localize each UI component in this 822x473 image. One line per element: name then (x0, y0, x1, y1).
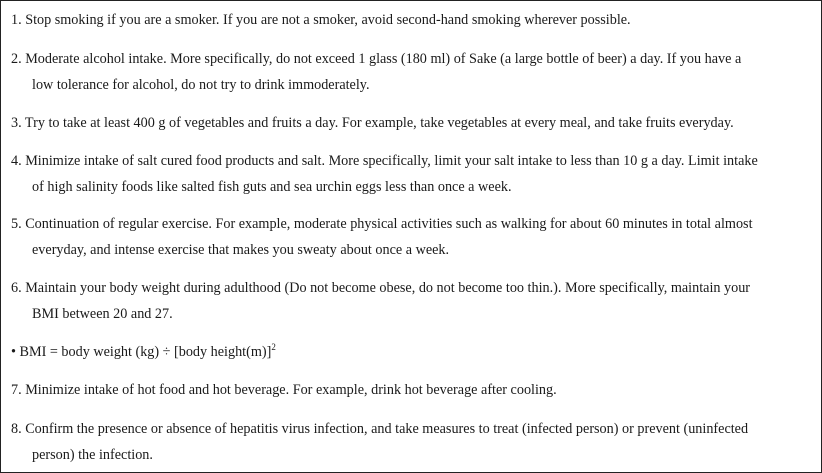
item-2-line-2: low tolerance for alcohol, do not try to drink immoderately. (32, 76, 370, 93)
item-6-line-2: BMI between 20 and 27. (32, 305, 173, 322)
item-8-line-2: person) the infection. (32, 446, 153, 463)
item-3-line-1: 3. Try to take at least 400 g of vegetables and fruits a day. For example, take vegetables at every meal, and take fruits everyday. (11, 115, 734, 131)
list-item-2 (11, 47, 811, 98)
item-5-line-1: 5. Continuation of regular exercise. For example, moderate physical activities such as walking for about 60 minutes in total almost (11, 216, 753, 232)
bmi-formula-exponent: 2 (271, 342, 276, 352)
bmi-formula-text: • BMI = body weight (kg) ÷ [body height(m)] (11, 344, 272, 360)
item-6-line-1: 6. Maintain your body weight during adulthood (Do not become obese, do not become too thin.). More specifically, maintain your (11, 280, 751, 296)
list-item-4 (11, 149, 811, 200)
bmi-formula (11, 340, 811, 366)
list-item-8 (11, 417, 811, 468)
list-item-3 (11, 111, 811, 137)
item-4-line-1: 4. Minimize intake of salt cured food products and salt. More specifically, limit your salt intake to less than 10 g a day. Limit intake (11, 153, 758, 169)
item-2-line-1: 2. Moderate alcohol intake. More specifically, do not exceed 1 glass (180 ml) of Sake (a large bottle of beer) a day. If you have a (11, 51, 742, 67)
list-item-7 (11, 378, 811, 404)
list-item-5 (11, 212, 811, 263)
item-8-line-1: 8. Confirm the presence or absence of hepatitis virus infection, and take measures to treat (infected person) or prevent (uninfected (11, 421, 749, 437)
item-1-line-1: 1. Stop smoking if you are a smoker. If you are not a smoker, avoid second-hand smoking wherever possible. (11, 12, 631, 28)
item-5-line-2: everyday, and intense exercise that makes you sweaty about once a week. (32, 241, 450, 258)
list-item-6 (11, 276, 811, 327)
item-7-line-1: 7. Minimize intake of hot food and hot beverage. For example, drink hot beverage after cooling. (11, 382, 557, 398)
item-4-line-2: of high salinity foods like salted fish guts and sea urchin eggs less than once a week. (32, 178, 512, 195)
list-item-1 (11, 8, 811, 34)
